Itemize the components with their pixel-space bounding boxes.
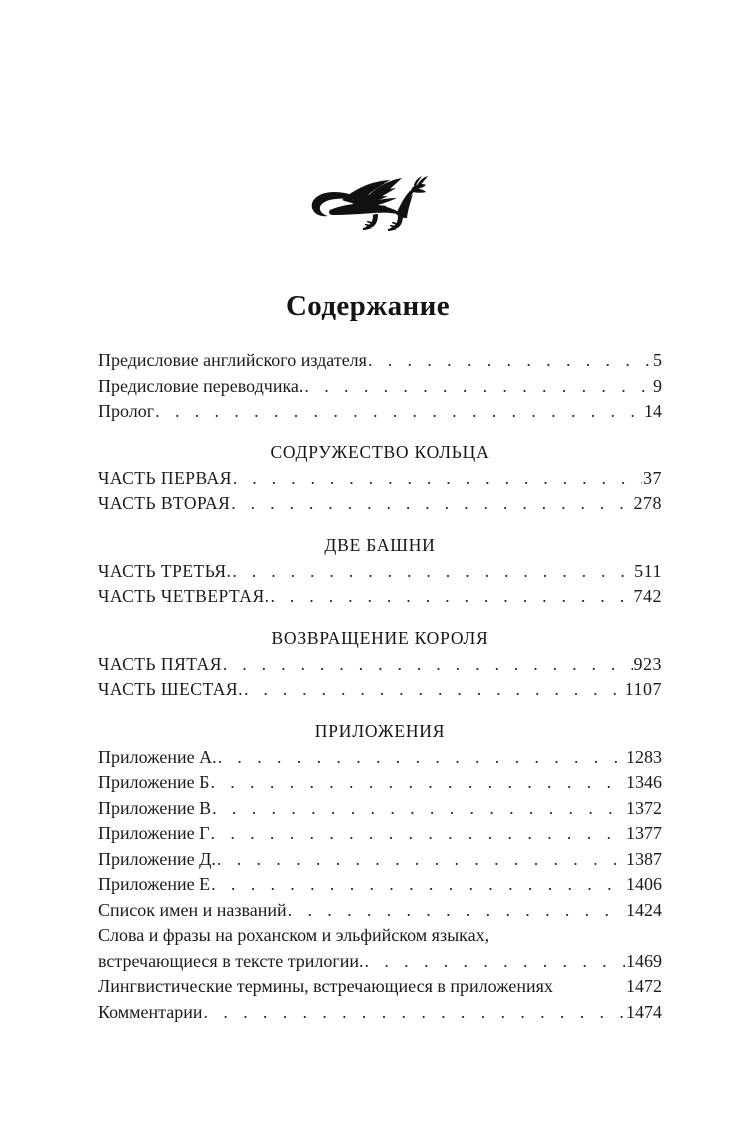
- toc-entry[interactable]: [98, 974, 662, 1000]
- toc-entry-label: ЧАСТЬ ШЕСТАЯ.: [98, 679, 243, 699]
- toc-entry[interactable]: [98, 559, 662, 585]
- toc-entry[interactable]: [98, 677, 662, 703]
- dot-leader: [271, 584, 633, 610]
- toc-entry-page: 1377: [626, 823, 662, 843]
- toc-entry-page: 1283: [626, 746, 662, 767]
- toc-entry-label: Приложение В: [98, 797, 212, 818]
- dot-leader: [211, 821, 625, 847]
- toc-entry-page: 1372: [626, 797, 662, 818]
- dot-leader: [223, 652, 633, 678]
- toc-entry-page: 511: [634, 560, 662, 581]
- toc-entry-label: Лингвистические термины, встречающиеся в приложениях: [98, 976, 553, 996]
- toc-entry[interactable]: [98, 821, 662, 847]
- toc-entry[interactable]: [98, 466, 662, 492]
- toc-entry[interactable]: [98, 770, 662, 796]
- toc-entry-page: 9: [653, 375, 662, 396]
- dot-leader: [212, 796, 625, 822]
- toc-entry[interactable]: [98, 652, 662, 678]
- toc-entry-page: 14: [644, 401, 662, 421]
- section-heading: СОДРУЖЕСТВО КОЛЬЦА: [270, 441, 490, 462]
- dot-leader: [365, 949, 625, 975]
- toc-entry-label: ЧАСТЬ ПЯТАЯ: [98, 653, 222, 674]
- toc-entry-page: 1387: [626, 848, 662, 869]
- dot-leader: [204, 1000, 625, 1026]
- dot-leader: [244, 677, 624, 703]
- toc-entry[interactable]: [98, 796, 662, 822]
- toc-entry-page: 923: [633, 653, 662, 674]
- toc-entry-page: 742: [633, 586, 662, 606]
- section-heading: ДВЕ БАШНИ: [324, 534, 436, 555]
- toc-entry-page: 1472: [626, 976, 662, 996]
- dragon-ornament: [0, 172, 736, 236]
- dot-leader: [218, 745, 625, 771]
- toc-entry-page: 1346: [626, 772, 662, 792]
- toc-entry-page: 1107: [624, 679, 662, 699]
- toc-entry[interactable]: [98, 374, 662, 400]
- toc-entry-label-line1: Слова и фразы на роханском и эльфийском языках,: [98, 925, 490, 945]
- toc-entry[interactable]: [98, 1000, 662, 1026]
- toc-entry-label: ЧАСТЬ ТРЕТЬЯ.: [98, 560, 232, 581]
- toc-entry-label: Комментарии: [98, 1001, 203, 1022]
- toc-entry-page: 278: [633, 493, 662, 513]
- toc-entry[interactable]: [98, 847, 662, 873]
- toc-entry-label: Предисловие английского издателя: [98, 350, 367, 370]
- toc-entry[interactable]: [98, 872, 662, 898]
- toc-entry-page: 37: [643, 467, 662, 488]
- toc-entry-label-line2: встречающиеся в тексте трилогии.: [98, 950, 364, 971]
- dot-leader: [155, 399, 643, 425]
- toc-entry-page: 1424: [626, 899, 662, 920]
- toc-entry[interactable]: [98, 348, 662, 374]
- toc-entry-page: 1474: [626, 1001, 662, 1022]
- toc-entry[interactable]: [98, 491, 662, 517]
- dot-leader: [217, 847, 625, 873]
- toc-entry-page: 5: [653, 350, 662, 370]
- toc-entry-label: ЧАСТЬ ПЕРВАЯ: [98, 467, 232, 488]
- toc-entry-label: Список имен и названий: [98, 899, 287, 920]
- toc-entry-label: ЧАСТЬ ВТОРАЯ: [98, 493, 231, 513]
- toc-list: [98, 348, 662, 1025]
- page-title: Содержание: [285, 290, 451, 322]
- dot-leader: [233, 466, 642, 492]
- toc-entry-label: Приложение А.: [98, 746, 217, 767]
- dot-leader: [211, 872, 625, 898]
- dot-leader: [368, 348, 652, 374]
- section-heading: ВОЗВРАЩЕНИЕ КОРОЛЯ: [271, 627, 489, 648]
- dot-leader: [288, 898, 625, 924]
- toc-entry[interactable]: [98, 584, 662, 610]
- dot-leader: [210, 770, 625, 796]
- toc-entry[interactable]: [98, 898, 662, 924]
- toc-entry-label: ЧАСТЬ ЧЕТВЕРТАЯ.: [98, 586, 270, 606]
- toc-entry[interactable]: [98, 399, 662, 425]
- toc-entry-page: 1469: [626, 950, 662, 971]
- section-heading: ПРИЛОЖЕНИЯ: [314, 720, 446, 741]
- toc-entry[interactable]: [98, 923, 662, 974]
- toc-entry-label: Приложение Б: [98, 772, 210, 792]
- toc-entry-label: Пролог: [98, 401, 155, 421]
- dot-leader: [231, 491, 632, 517]
- toc-entry-page: 1406: [626, 874, 662, 894]
- toc-entry-label: Предисловие переводчика.: [98, 375, 304, 396]
- toc-entry[interactable]: [98, 745, 662, 771]
- dot-leader: [232, 559, 633, 585]
- toc-entry-label: Приложение Д.: [98, 848, 216, 869]
- dot-leader: [304, 374, 652, 400]
- toc-entry-label: Приложение Е: [98, 874, 211, 894]
- toc-entry-label: Приложение Г: [98, 823, 210, 843]
